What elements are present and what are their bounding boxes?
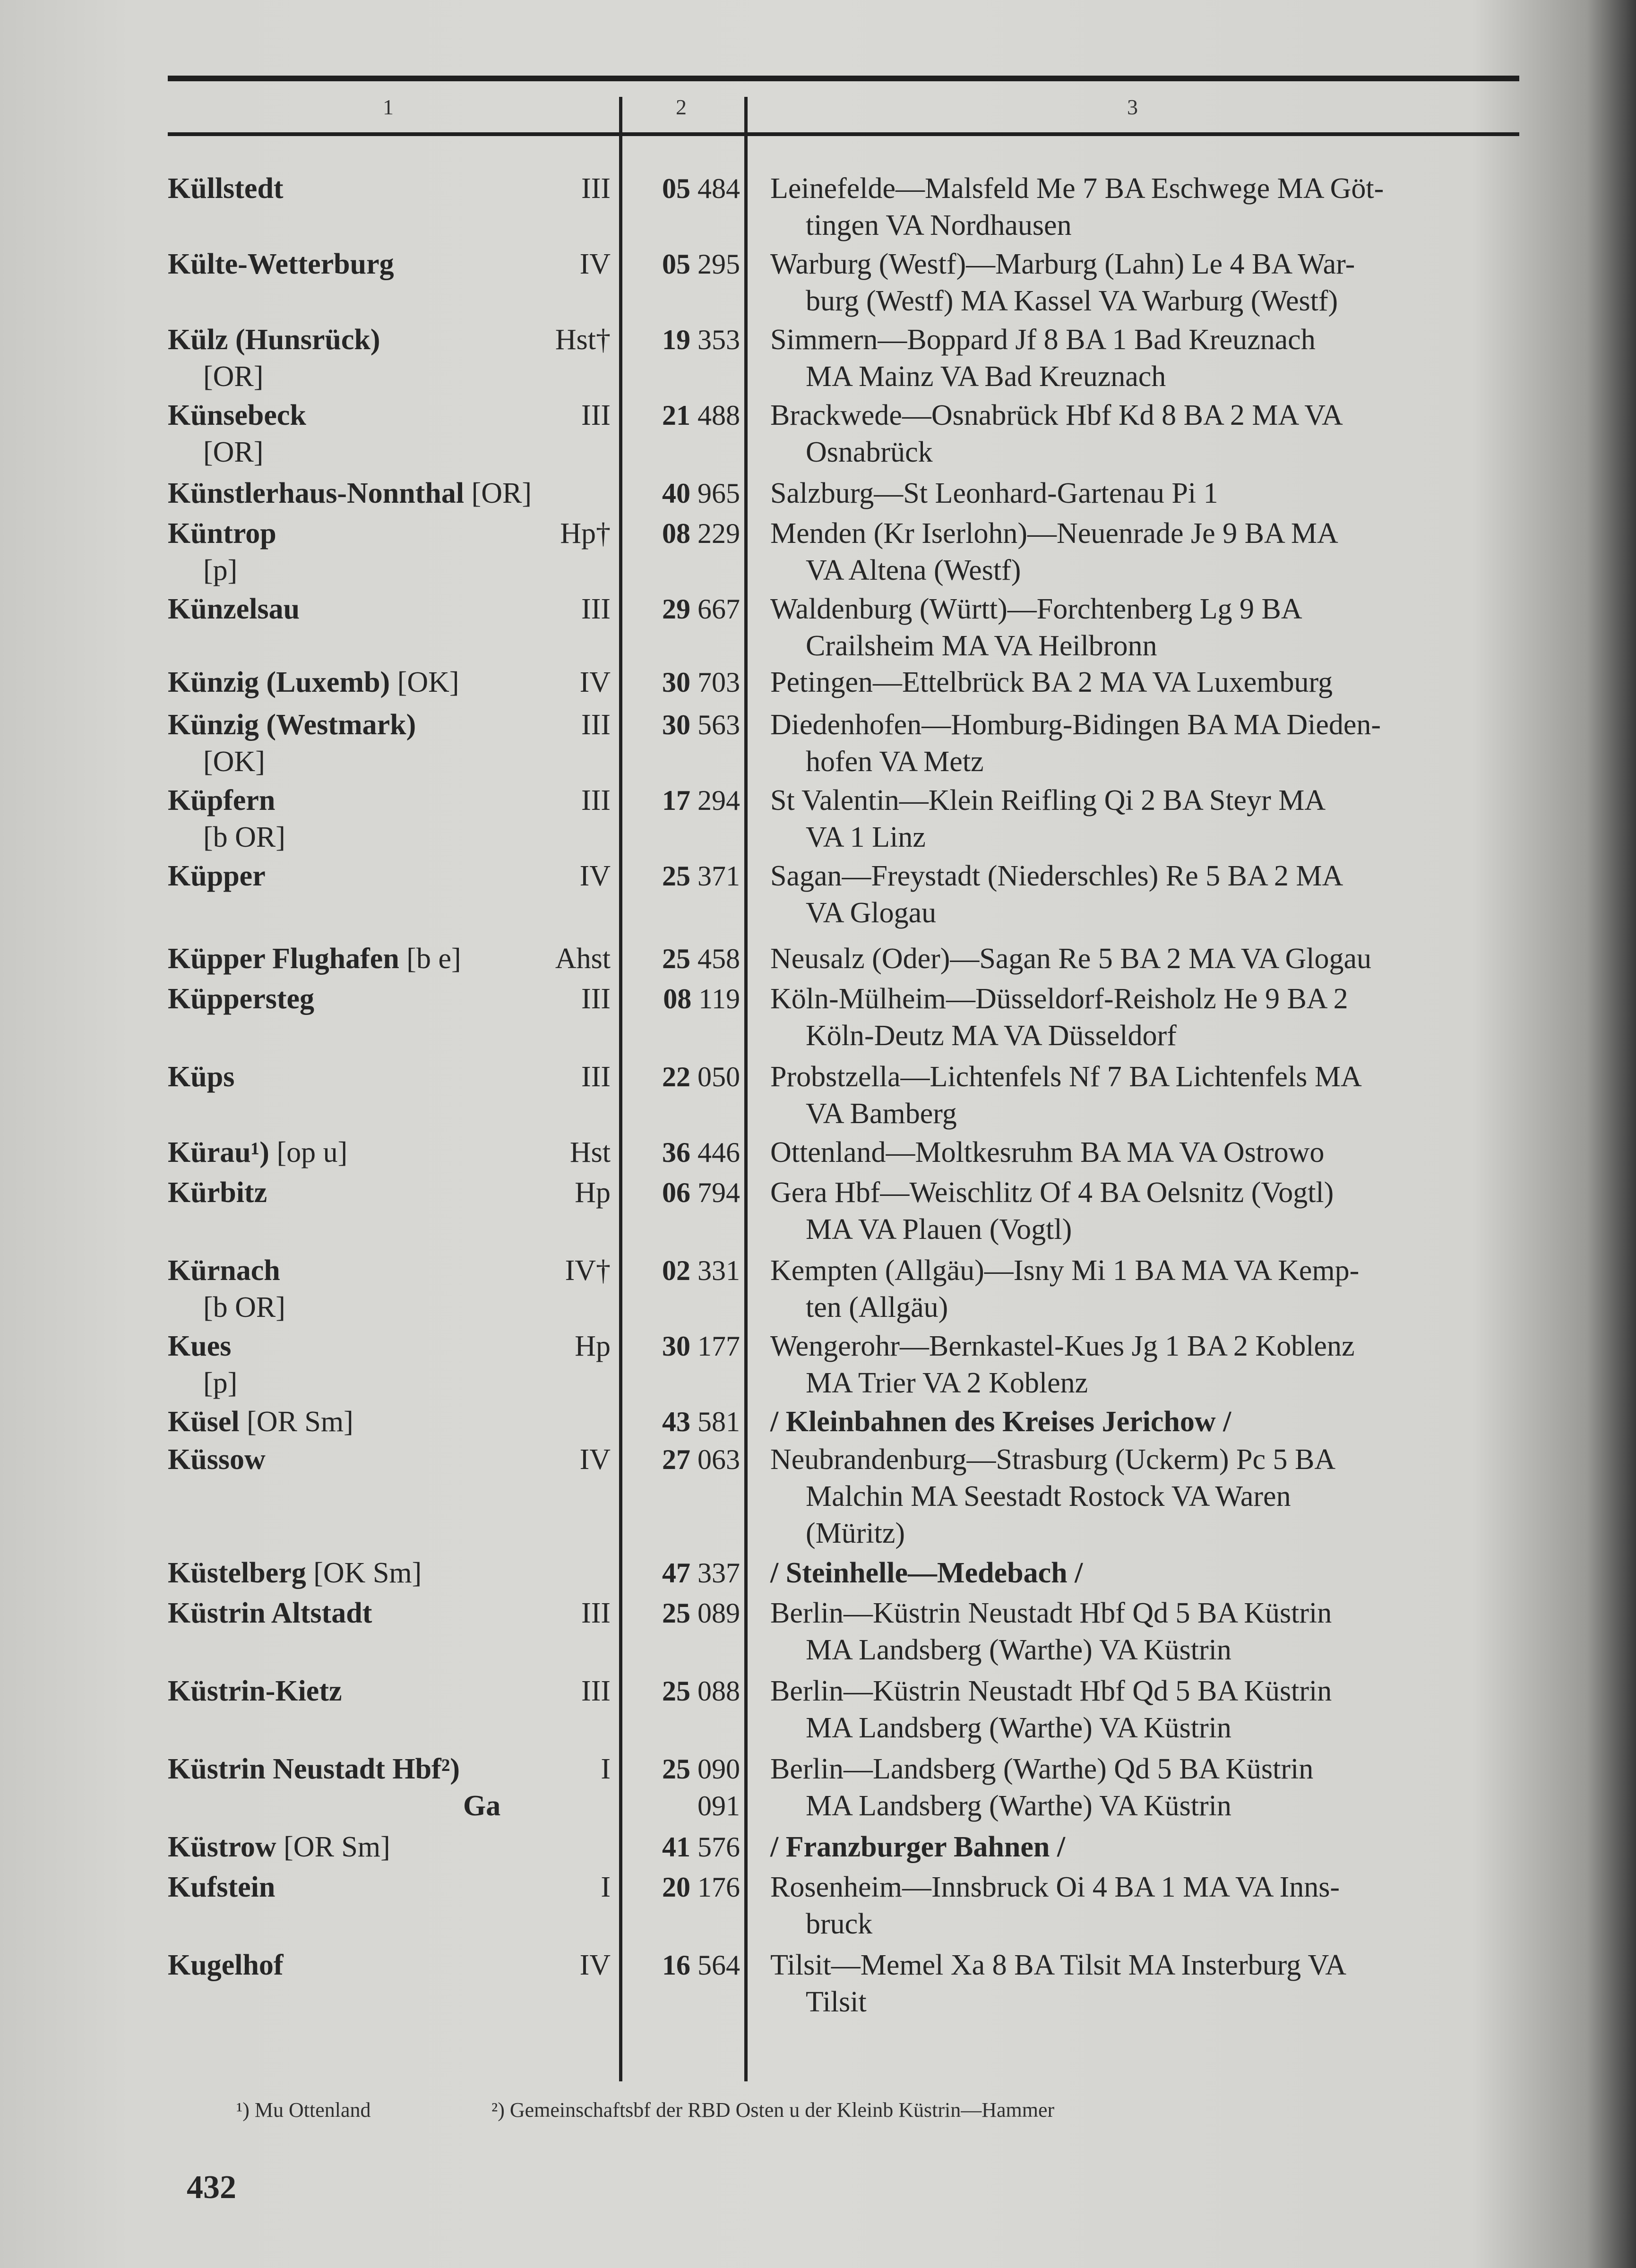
- station-name-text: Küstrin Altstadt: [168, 1597, 372, 1629]
- station-name-text: Künzelsau: [168, 593, 300, 625]
- station-class: Hp: [575, 1330, 611, 1362]
- station-name: [168, 1673, 342, 1710]
- station-name-text: Külte-Wetterburg: [168, 248, 394, 280]
- station-name: [168, 858, 266, 894]
- station-name: [168, 170, 284, 207]
- route-description-line: / Franzburger Bahnen /: [770, 1831, 1066, 1863]
- station-number-suffix: 581: [697, 1406, 740, 1437]
- route-description-line: Menden (Kr Iserlohn)—Neuenrade Je 9 BA MA: [770, 517, 1338, 550]
- station-class: I: [601, 1753, 611, 1785]
- station-name-text: Küpper: [168, 860, 266, 892]
- station-number: [629, 1947, 740, 1984]
- station-name: [168, 1174, 267, 1211]
- station-number: [629, 1328, 740, 1365]
- route-description: [770, 1174, 1536, 1248]
- route-description: [770, 475, 1536, 512]
- station-class: IV†: [565, 1254, 611, 1287]
- station-number-prefix: 25: [662, 860, 690, 892]
- station-number: [629, 321, 740, 358]
- station-number-prefix: 22: [662, 1061, 690, 1092]
- station-number-suffix: 965: [697, 478, 740, 509]
- route-description: [770, 1328, 1536, 1401]
- column-number-1: 1: [383, 95, 394, 119]
- station-number-suffix: 484: [697, 173, 740, 204]
- station-name: [168, 1058, 234, 1095]
- station-number-suffix: 794: [697, 1177, 740, 1208]
- station-name-text: Küstrow: [168, 1831, 276, 1863]
- station-subnote: [OK]: [203, 746, 265, 778]
- station-number-suffix: 177: [697, 1331, 740, 1362]
- route-description: [770, 1058, 1536, 1132]
- station-name: [168, 980, 314, 1017]
- station-name: [168, 1751, 460, 1787]
- route-description-line: Brackwede—Osnabrück Hbf Kd 8 BA 2 MA VA: [770, 399, 1343, 431]
- station-number-prefix: 30: [662, 667, 690, 698]
- station-number: [629, 475, 740, 512]
- route-description-line: Kempten (Allgäu)—Isny Mi 1 BA MA VA Kemp-: [770, 1254, 1360, 1287]
- station-class: IV: [579, 860, 611, 892]
- station-name: [168, 1829, 390, 1865]
- station-name-text: Küppersteg: [168, 983, 314, 1015]
- station-subnote: [p]: [203, 554, 238, 586]
- station-class: III: [581, 784, 611, 816]
- station-tag: [OK Sm]: [306, 1557, 422, 1589]
- station-number-suffix: 119: [698, 983, 740, 1014]
- footnote-1: ¹) Mu Ottenland: [236, 2098, 371, 2122]
- station-number-prefix: 06: [662, 1177, 690, 1208]
- station-number-prefix: 08: [662, 518, 690, 549]
- station-number-suffix: 337: [697, 1557, 740, 1589]
- route-description-line: Neusalz (Oder)—Sagan Re 5 BA 2 MA VA Glogau: [770, 943, 1372, 975]
- station-class: III: [581, 1061, 611, 1093]
- route-description-line: MA Landsberg (Warthe) VA Küstrin: [806, 1712, 1231, 1744]
- station-name-text: Küstrin-Kietz: [168, 1675, 342, 1707]
- station-tag: [OR Sm]: [276, 1831, 390, 1863]
- station-class: IV: [579, 666, 611, 698]
- route-description: [770, 170, 1536, 244]
- route-description-line: Osnabrück: [806, 436, 933, 468]
- station-class: III: [581, 709, 611, 741]
- station-name-text: Küpfern: [168, 784, 276, 816]
- station-number-prefix: 43: [662, 1406, 690, 1437]
- route-description-line: Crailsheim MA VA Heilbronn: [806, 630, 1157, 662]
- route-description: [770, 782, 1536, 856]
- station-number: [629, 1441, 740, 1478]
- station-number-prefix: 16: [662, 1950, 690, 1981]
- station-tag: [OR Sm]: [239, 1406, 353, 1438]
- station-number: [629, 170, 740, 207]
- station-number: [629, 1058, 740, 1095]
- station-number-suffix: 446: [697, 1137, 740, 1168]
- station-class: III: [581, 399, 611, 431]
- route-description: [770, 1134, 1536, 1171]
- route-description-line: Warburg (Westf)—Marburg (Lahn) Le 4 BA War-: [770, 248, 1355, 280]
- station-number: [629, 1134, 740, 1171]
- station-number-prefix: 08: [663, 983, 692, 1014]
- station-class: Hst†: [555, 324, 611, 356]
- station-number-suffix: 088: [697, 1675, 740, 1707]
- station-number: [629, 1403, 740, 1440]
- station-name-text: Kürbitz: [168, 1177, 267, 1209]
- route-description: [770, 1947, 1536, 2020]
- route-description-line: Berlin—Küstrin Neustadt Hbf Qd 5 BA Küstrin: [770, 1675, 1332, 1707]
- route-description-line: VA Glogau: [806, 897, 937, 929]
- route-description: [770, 1751, 1536, 1824]
- route-description-line: Wengerohr—Bernkastel-Kues Jg 1 BA 2 Koblenz: [770, 1330, 1355, 1362]
- station-class: III: [581, 983, 611, 1015]
- route-description: [770, 940, 1536, 977]
- station-number: [629, 1252, 740, 1289]
- station-name-text: Kürnach: [168, 1254, 280, 1287]
- station-number-suffix: 090: [697, 1753, 740, 1785]
- station-name: [168, 1134, 347, 1171]
- station-number: [629, 858, 740, 894]
- column-number-3: 3: [1127, 95, 1138, 119]
- station-number-suffix: 703: [697, 667, 740, 698]
- station-number-suffix: 458: [697, 943, 740, 974]
- station-number-prefix: 02: [662, 1255, 690, 1286]
- station-number: [629, 397, 740, 434]
- station-number-prefix: 25: [662, 1753, 690, 1785]
- station-name: [168, 1328, 231, 1365]
- station-name: [168, 1441, 266, 1478]
- route-description: [770, 980, 1536, 1054]
- route-description: [770, 397, 1536, 471]
- station-number: [629, 1555, 740, 1591]
- station-class: I: [601, 1871, 611, 1903]
- station-subnote: [OR]: [203, 436, 264, 468]
- route-description-line: ten (Allgäu): [806, 1291, 948, 1323]
- header-rule: [168, 132, 1519, 136]
- route-description: [770, 1595, 1536, 1668]
- station-number-suffix: 294: [697, 785, 740, 816]
- route-description-line: Simmern—Boppard Jf 8 BA 1 Bad Kreuznach: [770, 324, 1316, 356]
- station-name-text: Künzig (Westmark): [168, 709, 416, 741]
- station-class: Hp: [575, 1177, 611, 1209]
- route-description-line: Petingen—Ettelbrück BA 2 MA VA Luxemburg: [770, 666, 1333, 698]
- station-number-suffix: 050: [697, 1061, 740, 1092]
- route-description-line: hofen VA Metz: [806, 746, 984, 778]
- route-description-line: / Steinhelle—Medebach /: [770, 1557, 1083, 1589]
- station-number: [629, 515, 740, 552]
- station-subnote: [b OR]: [203, 821, 285, 853]
- station-subnote: Ga: [463, 1790, 501, 1822]
- station-number-prefix: 25: [662, 1675, 690, 1707]
- route-description: [770, 1252, 1536, 1326]
- station-tag: [OK]: [390, 666, 459, 698]
- route-description-line: Malchin MA Seestadt Rostock VA Waren: [806, 1480, 1291, 1512]
- station-name-text: Küsel: [168, 1406, 240, 1438]
- route-description-line: Probstzella—Lichtenfels Nf 7 BA Lichtenfels MA: [770, 1061, 1362, 1093]
- station-name: [168, 515, 276, 552]
- route-description-line: Neubrandenburg—Strasburg (Uckerm) Pc 5 BA: [770, 1443, 1336, 1476]
- station-name-text: Kues: [168, 1330, 232, 1362]
- station-name: [168, 246, 394, 283]
- station-name: [168, 321, 380, 358]
- station-name-text: Küps: [168, 1061, 235, 1093]
- station-subnote: [p]: [203, 1367, 238, 1399]
- station-number: [629, 1595, 740, 1632]
- station-name-text: Künzig (Luxemb): [168, 666, 390, 698]
- route-description: [770, 591, 1536, 664]
- station-class: III: [581, 593, 611, 625]
- station-name-text: Kugelhof: [168, 1949, 284, 1981]
- station-number: [629, 1673, 740, 1710]
- station-name-text: Künstlerhaus-Nonnthal: [168, 477, 465, 509]
- route-description-line: Tilsit—Memel Xa 8 BA Tilsit MA Insterburg VA: [770, 1949, 1347, 1981]
- station-number: [629, 1751, 740, 1787]
- station-subnote: [OR]: [203, 361, 264, 393]
- station-number: [629, 980, 740, 1017]
- page-number: 432: [187, 2169, 236, 2206]
- route-description: [770, 321, 1536, 395]
- station-number-suffix: 576: [697, 1831, 740, 1863]
- station-class: IV: [579, 1949, 611, 1981]
- route-description-line: (Müritz): [806, 1517, 905, 1549]
- station-name: [168, 1947, 284, 1984]
- footnote-2: ²) Gemeinschaftsbf der RBD Osten u der Kleinb Küstrin—Hammer: [491, 2098, 1055, 2122]
- station-number-suffix: 353: [697, 324, 740, 355]
- route-description-line: MA Landsberg (Warthe) VA Küstrin: [806, 1790, 1231, 1822]
- station-name: [168, 1869, 275, 1906]
- route-description: [770, 664, 1536, 701]
- route-description-line: burg (Westf) MA Kassel VA Warburg (Westf): [806, 285, 1338, 317]
- route-description-line: VA Altena (Westf): [806, 554, 1021, 586]
- station-name: [168, 1403, 353, 1440]
- station-name: [168, 782, 275, 819]
- route-description: [770, 1673, 1536, 1746]
- station-number: [629, 1829, 740, 1865]
- station-number-suffix: 295: [697, 249, 740, 280]
- station-number: [629, 706, 740, 743]
- station-class: III: [581, 1675, 611, 1707]
- top-rule-thick: [168, 76, 1519, 81]
- route-description-line: MA Landsberg (Warthe) VA Küstrin: [806, 1634, 1231, 1666]
- station-number-prefix: 19: [662, 324, 690, 355]
- route-description: [770, 1829, 1536, 1865]
- route-description-line: tingen VA Nordhausen: [806, 209, 1072, 241]
- station-name: [168, 706, 416, 743]
- station-number-suffix: 331: [697, 1255, 740, 1286]
- station-number: [629, 940, 740, 977]
- station-number-suffix: 089: [697, 1598, 740, 1629]
- route-description: [770, 246, 1536, 319]
- station-name: [168, 591, 300, 627]
- station-number: [629, 664, 740, 701]
- station-name-text: Küstrin Neustadt Hbf²): [168, 1753, 460, 1785]
- station-number-prefix: 25: [662, 1598, 690, 1629]
- route-description-line: Sagan—Freystadt (Niederschles) Re 5 BA 2 MA: [770, 860, 1343, 892]
- station-number-suffix: 229: [697, 518, 740, 549]
- station-name: [168, 1555, 422, 1591]
- station-number: [629, 782, 740, 819]
- station-subnote: [b OR]: [203, 1291, 285, 1323]
- route-description-line: Gera Hbf—Weischlitz Of 4 BA Oelsnitz (Vogtl): [770, 1177, 1334, 1209]
- route-description: [770, 1555, 1536, 1591]
- station-name-text: Küllstedt: [168, 172, 284, 205]
- station-number-prefix: 25: [662, 943, 690, 974]
- station-name-text: Kufstein: [168, 1871, 276, 1903]
- station-number-suffix: 488: [697, 400, 740, 431]
- station-number-prefix: 47: [662, 1557, 690, 1589]
- station-class: IV: [579, 248, 611, 280]
- route-description-line: Berlin—Landsberg (Warthe) Qd 5 BA Küstrin: [770, 1753, 1314, 1785]
- station-number-prefix: 27: [662, 1444, 690, 1475]
- station-class: Hp†: [560, 517, 611, 550]
- station-number-prefix: 20: [662, 1872, 690, 1903]
- station-class: IV: [579, 1443, 611, 1476]
- route-description: [770, 1441, 1536, 1552]
- station-name-text: Küntrop: [168, 517, 276, 550]
- station-tag: [op u]: [269, 1136, 348, 1168]
- station-name: [168, 664, 459, 701]
- station-number: [629, 591, 740, 627]
- station-number-prefix: 05: [662, 173, 690, 204]
- route-description-line: MA Trier VA 2 Koblenz: [806, 1367, 1088, 1399]
- station-tag: [b e]: [399, 943, 461, 975]
- station-tag: [OR]: [464, 477, 532, 509]
- route-description: [770, 706, 1536, 780]
- station-name-text: Küpper Flughafen: [168, 943, 399, 975]
- station-number-prefix: 21: [662, 400, 690, 431]
- station-number-prefix: 40: [662, 478, 690, 509]
- station-class: Hst: [569, 1136, 611, 1168]
- station-name-text: Külz (Hunsrück): [168, 324, 380, 356]
- station-number-suffix: 564: [697, 1950, 740, 1981]
- route-description-line: Ottenland—Moltkesruhm BA MA VA Ostrowo: [770, 1136, 1325, 1168]
- route-description-line: Leinefelde—Malsfeld Me 7 BA Eschwege MA Göt-: [770, 172, 1384, 205]
- route-description-line: bruck: [806, 1908, 873, 1940]
- route-description-line: St Valentin—Klein Reifling Qi 2 BA Steyr MA: [770, 784, 1326, 816]
- station-number-suffix: 371: [697, 860, 740, 892]
- route-description-line: Tilsit: [806, 1986, 867, 2018]
- station-number-prefix: 29: [662, 593, 690, 625]
- station-name: [168, 397, 306, 434]
- station-number-secondary: 091: [697, 1790, 740, 1821]
- station-number-suffix: 667: [697, 593, 740, 625]
- station-number-prefix: 41: [662, 1831, 690, 1863]
- station-number: [629, 246, 740, 283]
- route-description-line: Köln-Deutz MA VA Düsseldorf: [806, 1020, 1177, 1052]
- column-number-2: 2: [676, 95, 687, 119]
- station-number-suffix: 063: [697, 1444, 740, 1475]
- station-name-text: Kürau¹): [168, 1136, 269, 1168]
- route-description-line: / Kleinbahnen des Kreises Jerichow /: [770, 1406, 1231, 1438]
- station-name: [168, 940, 461, 977]
- route-description: [770, 515, 1536, 589]
- station-name: [168, 1595, 372, 1632]
- station-class: Ahst: [555, 943, 611, 975]
- station-number: [629, 1174, 740, 1211]
- station-class: III: [581, 1597, 611, 1629]
- route-description-line: VA 1 Linz: [806, 821, 926, 853]
- station-number-prefix: 30: [662, 1331, 690, 1362]
- station-class: III: [581, 172, 611, 205]
- station-number-prefix: 05: [662, 249, 690, 280]
- route-description-line: Salzburg—St Leonhard-Gartenau Pi 1: [770, 477, 1218, 509]
- station-number-suffix: 176: [697, 1872, 740, 1903]
- station-number-prefix: 30: [662, 709, 690, 740]
- station-number-suffix: 563: [697, 709, 740, 740]
- route-description-line: Diedenhofen—Homburg-Bidingen BA MA Dieden-: [770, 709, 1381, 741]
- column-divider-left: [619, 97, 622, 2081]
- route-description-line: VA Bamberg: [806, 1098, 957, 1130]
- station-name-text: Küssow: [168, 1443, 266, 1476]
- station-name: [168, 1252, 280, 1289]
- route-description: [770, 1403, 1536, 1440]
- route-description: [770, 1869, 1536, 1942]
- route-description-line: MA Mainz VA Bad Kreuznach: [806, 361, 1166, 393]
- column-divider-right: [744, 97, 748, 2081]
- station-number-prefix: 36: [662, 1137, 690, 1168]
- station-name-text: Künsebeck: [168, 399, 306, 431]
- station-name: [168, 475, 532, 512]
- route-description-line: Köln-Mülheim—Düsseldorf-Reisholz He 9 BA 2: [770, 983, 1348, 1015]
- route-description-line: Rosenheim—Innsbruck Oi 4 BA 1 MA VA Inns-: [770, 1871, 1340, 1903]
- route-description-line: Waldenburg (Württ)—Forchtenberg Lg 9 BA: [770, 593, 1302, 625]
- station-name-text: Küstelberg: [168, 1557, 306, 1589]
- route-description-line: MA VA Plauen (Vogtl): [806, 1213, 1072, 1246]
- station-number: [629, 1869, 740, 1906]
- route-description-line: Berlin—Küstrin Neustadt Hbf Qd 5 BA Küstrin: [770, 1597, 1332, 1629]
- route-description: [770, 858, 1536, 931]
- station-number-prefix: 17: [662, 785, 690, 816]
